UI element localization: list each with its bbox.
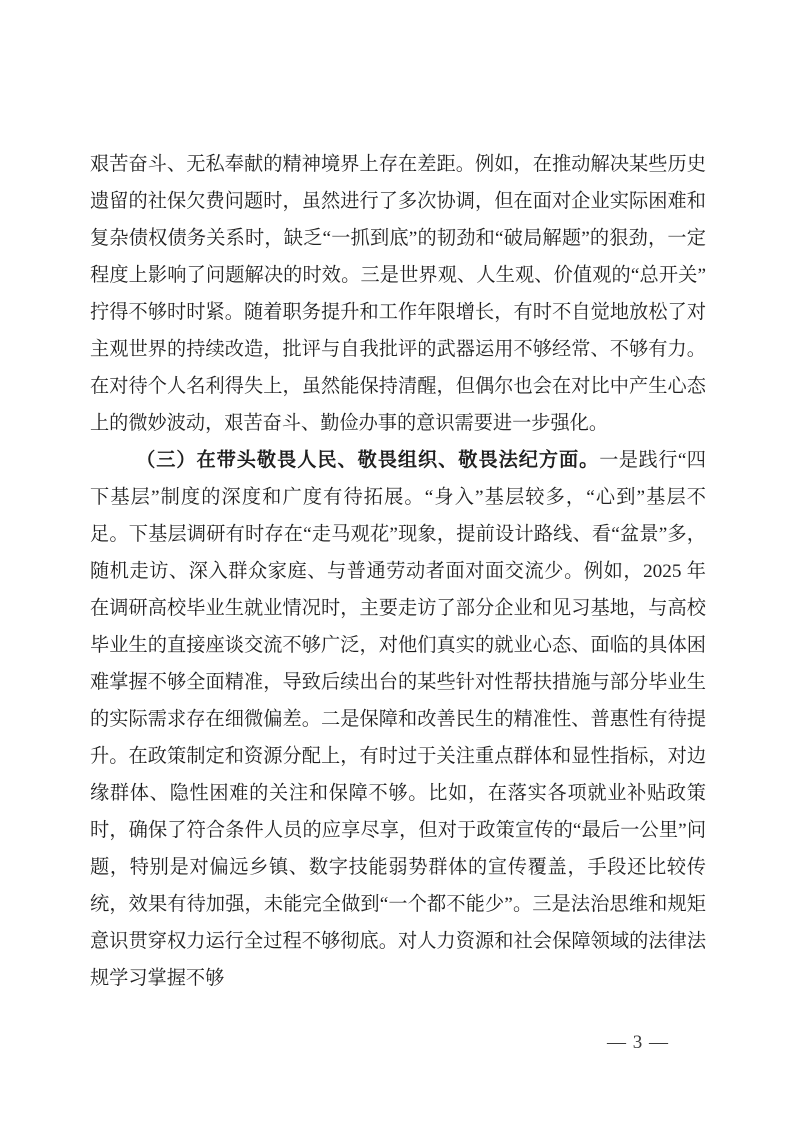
text-segment-topic: 二是保障和改善民生的精准性、普惠性有待提升。 [90, 709, 707, 767]
text-segment-normal: “身入”基层较多，“心到”基层不足。下基层调研有时存在“走马观花”现象，提前设计路线、看“盆景”多，随机走访、深入群众家庭、与普通劳动者面对面交流少。例如，2025 年在调研高校毕业生就业情况时，主要走访了部分企业和见习基地，与高校毕业生的直接座谈交流不够广泛，对他们真实的就业心态、面临的具体困难掌握不够全面精准，导致后续出台的某些针对性帮扶措施与部分毕业生的实际需求存在细微偏差。 [90, 487, 706, 730]
paragraph-section-3 [90, 442, 706, 997]
text-segment-topic: 三是世界观、人生观、价值观的“总开关”拧得不够时时紧。 [90, 265, 706, 323]
document-body [90, 146, 706, 997]
text-segment-normal: 对人力资源和社会保障领域的法律法规学习掌握不够 [90, 931, 707, 989]
text-segment-normal: 艰苦奋斗、无私奉献的精神境界上存在差距。例如，在推动解决某些历史遗留的社保欠费问题时，虽然进行了多次协调，但在面对企业实际困难和复杂债权债务关系时，缺乏“一抓到底”的韧劲和“破局解题”的狠劲，一定程度上影响了问题解决的时效。 [90, 154, 706, 286]
paragraph-continuation [90, 146, 706, 442]
text-segment-topic: 一是践行“四下基层”制度的深度和广度有待拓展。 [90, 450, 706, 508]
text-segment-normal: 在政策制定和资源分配上，有时过于关注重点群体和显性指标，对边缘群体、隐性困难的关注和保障不够。比如，在落实各项就业补贴政策时，确保了符合条件人员的应享尽享，但对于政策宣传的“最后一公里”问题，特别是对偏远乡镇、数字技能弱势群体的宣传覆盖，手段还比较传统，效果有待加强，未能完全做到“一个都不能少”。 [90, 746, 707, 915]
text-segment-topic: 三是法治思维和规矩意识贯穿权力运行全过程不够彻底。 [90, 894, 706, 952]
text-segment-normal: 随着职务提升和工作年限增长，有时不自觉地放松了对主观世界的持续改造，批评与自我批评的武器运用不够经常、不够有力。在对待个人名利得失上，虽然能保持清醒，但偶尔也会在对比中产生心态上的微妙波动，艰苦奋斗、勤俭办事的意识需要进一步强化。 [90, 302, 707, 434]
text-segment-heading: （三）在带头敬畏人民、敬畏组织、敬畏法纪方面。 [136, 450, 600, 471]
page-number: — 3 — [607, 1032, 669, 1053]
